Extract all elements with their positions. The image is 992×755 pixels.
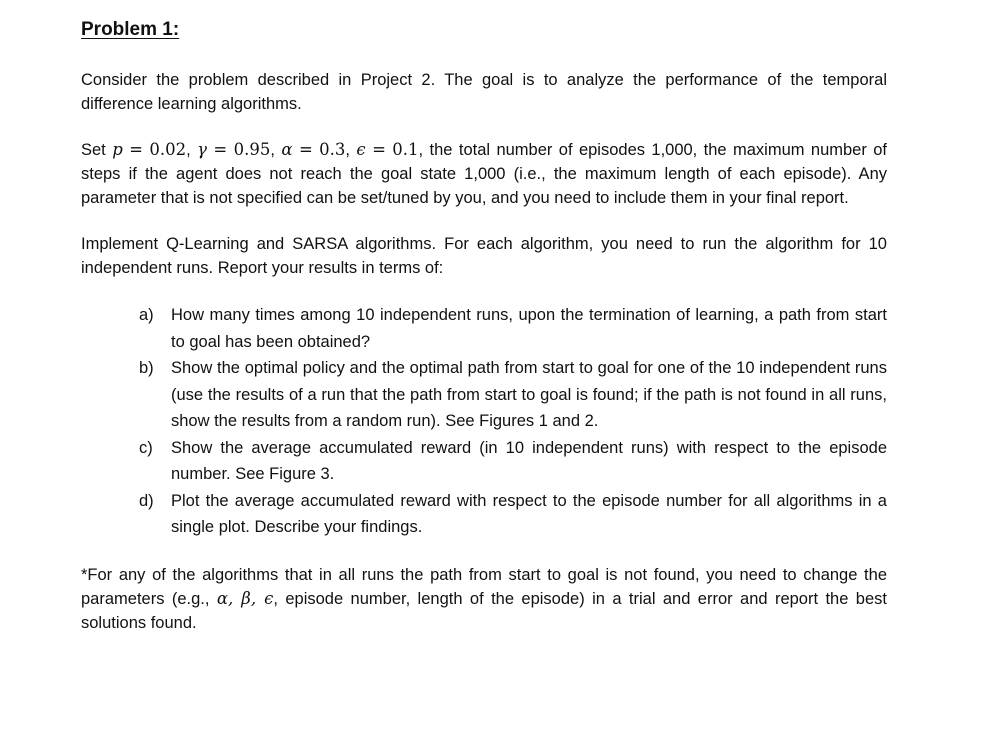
list-marker: b) [139, 359, 154, 377]
footnote-paragraph [81, 563, 887, 635]
list-item [139, 302, 887, 355]
parameters-paragraph: Set p = 0.02, γ = 0.95, α = 0.3, ϵ = 0.1, the total number of episodes 1,000, the maximum number of steps if the agent does not reach the goal state 1,000 (i.e., the maximum length of each episode). Any parameter that is not specified can be set/tuned by you, and you need to include them in your final report. [81, 140, 887, 207]
epsilon-value: 0.1 [392, 140, 419, 159]
list-marker: c) [139, 438, 153, 457]
list-marker: a) [139, 306, 154, 324]
list-item [139, 355, 887, 435]
list-marker: d) [139, 491, 154, 510]
list-item [139, 488, 887, 541]
implement-paragraph: Implement Q-Learning and SARSA algorithms. For each algorithm, you need to run the algorithm for 10 independent runs. Report your results in terms of: [81, 235, 887, 277]
results-list [81, 302, 887, 541]
alpha-value: 0.3 [319, 140, 346, 159]
list-item-text: Plot the average accumulated reward with respect to the episode number for all algorithms in a single plot. Describe your findings. [171, 491, 887, 536]
note-symbols: α, β, ϵ [216, 588, 274, 608]
gamma-symbol: γ [197, 140, 207, 159]
list-item [139, 435, 887, 488]
gamma-value: 0.95 [233, 140, 271, 159]
p-symbol: p [112, 140, 123, 159]
set-word: Set [81, 141, 106, 159]
parameters-rest: , the total number of episodes 1,000, the maximum number of steps if the agent does not reach the goal state 1,000 (i.e., the maximum length of each episode). Any parameter that is not specified can be set/tuned by you, and you need to include them in your final report. [81, 141, 887, 207]
note-before: *For any of the algorithms that in all runs the path from start to goal is not found, you need to change the parameters (e.g., [81, 565, 887, 608]
problem-title: Problem 1: [81, 19, 180, 40]
list-item-text: Show the optimal policy and the optimal path from start to goal for one of the 10 independent runs (use the results of a run that the path from start to goal is found; if the path is not found in all runs, show the results from a random run). See Figures 1 and 2. [171, 359, 887, 430]
alpha-symbol: α [281, 140, 293, 159]
list-item-text: Show the average accumulated reward (in 10 independent runs) with respect to the episode number. See Figure 3. [171, 438, 887, 483]
document-page [81, 18, 887, 635]
list-item-text: How many times among 10 independent runs, upon the termination of learning, a path from start to goal has been obtained? [171, 306, 887, 351]
epsilon-symbol: ϵ [356, 140, 366, 159]
p-value: 0.02 [149, 140, 187, 159]
note-after: , episode number, length of the episode) in a trial and error and report the best solutions found. [81, 589, 887, 632]
intro-paragraph: Consider the problem described in Project 2. The goal is to analyze the performance of the temporal difference learning algorithms. [81, 71, 887, 113]
